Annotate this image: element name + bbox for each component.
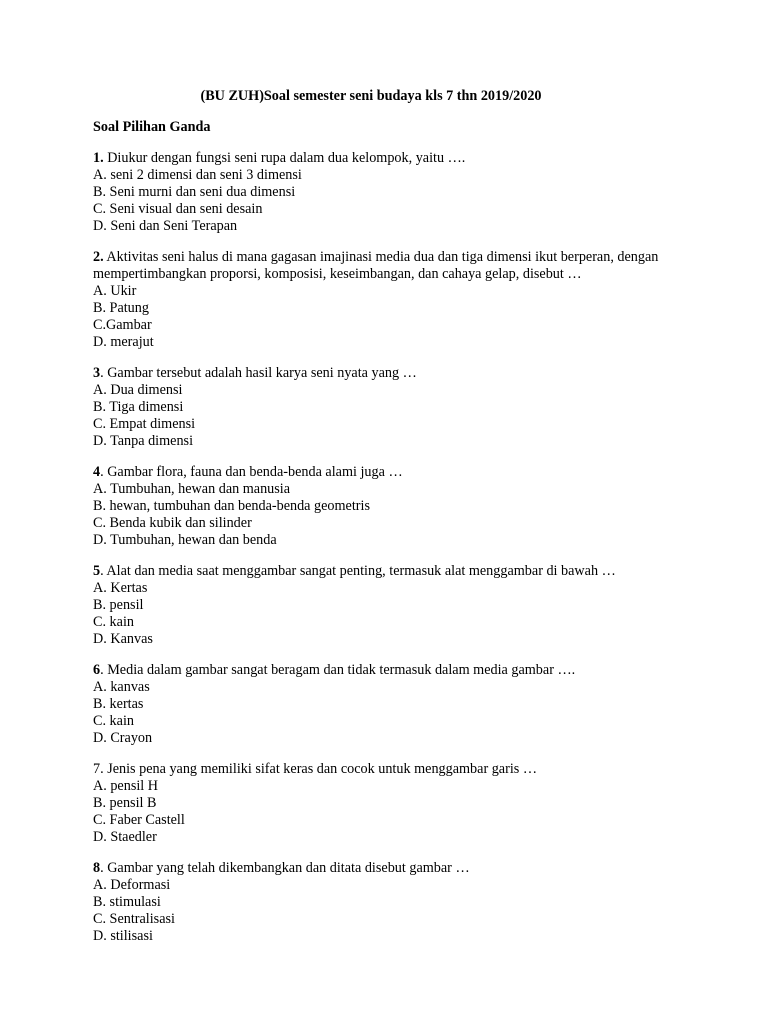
- option-b: B. hewan, tumbuhan dan benda-benda geometris: [93, 498, 370, 514]
- question-stem: . Gambar tersebut adalah hasil karya seni nyata yang …: [100, 365, 417, 381]
- question-6: [93, 662, 693, 747]
- question-stem: . Gambar flora, fauna dan benda-benda alami juga …: [100, 464, 403, 480]
- option-d: D. Kanvas: [93, 631, 153, 647]
- option-c: C. Benda kubik dan silinder: [93, 515, 252, 531]
- question-number: 1.: [93, 150, 104, 166]
- question-number: 3: [93, 365, 101, 381]
- option-list: [93, 167, 693, 235]
- option-a: A. kanvas: [93, 679, 150, 695]
- section-title: Soal Pilihan Ganda: [93, 119, 211, 135]
- option-d: D. Tanpa dimensi: [93, 433, 194, 449]
- option-d: D. Staedler: [93, 829, 157, 845]
- option-list: [93, 382, 693, 450]
- question-stem: Diukur dengan fungsi seni rupa dalam dua kelompok, yaitu ….: [103, 150, 466, 166]
- question-3: [93, 365, 693, 450]
- option-a: A. Ukir: [93, 283, 137, 299]
- question-1: [93, 150, 693, 235]
- option-list: [93, 481, 693, 549]
- option-d: D. Tumbuhan, hewan dan benda: [93, 532, 277, 548]
- option-b: B. Patung: [93, 300, 149, 316]
- question-text: [93, 860, 693, 877]
- option-c: C. Empat dimensi: [93, 416, 196, 432]
- question-text: [93, 662, 693, 679]
- question-7: [93, 761, 693, 846]
- question-text: [93, 464, 693, 481]
- question-text: [93, 563, 693, 580]
- option-d: D. Seni dan Seni Terapan: [93, 218, 238, 234]
- document-page: [93, 88, 693, 945]
- option-c: C. kain: [93, 713, 134, 729]
- option-a: A. Kertas: [93, 580, 148, 596]
- option-b: B. Tiga dimensi: [93, 399, 184, 415]
- option-b: B. stimulasi: [93, 894, 161, 910]
- option-d: D. merajut: [93, 334, 154, 350]
- question-text: [93, 365, 693, 382]
- option-a: A. Deformasi: [93, 877, 171, 893]
- question-stem: . Alat dan media saat menggambar sangat penting, termasuk alat menggambar di bawah …: [100, 563, 616, 579]
- option-b: B. pensil B: [93, 795, 157, 811]
- question-2: [93, 249, 693, 351]
- document-title: (BU ZUH)Soal semester seni budaya kls 7 thn 2019/2020: [200, 88, 542, 104]
- question-number: 2.: [93, 249, 104, 265]
- option-a: A. seni 2 dimensi dan seni 3 dimensi: [93, 167, 302, 183]
- question-text: [93, 249, 693, 283]
- question-stem: Jenis pena yang memiliki sifat keras dan cocok untuk menggambar garis …: [103, 761, 538, 777]
- option-list: [93, 679, 693, 747]
- option-c: C. Seni visual dan seni desain: [93, 201, 263, 217]
- option-list: [93, 580, 693, 648]
- question-text: [93, 150, 693, 167]
- question-number: 4: [93, 464, 101, 480]
- option-d: D. stilisasi: [93, 928, 153, 944]
- option-a: A. Dua dimensi: [93, 382, 183, 398]
- option-list: [93, 283, 693, 351]
- question-stem: . Gambar yang telah dikembangkan dan ditata disebut gambar …: [100, 860, 470, 876]
- question-stem: Aktivitas seni halus di mana gagasan imajinasi media dua dan tiga dimensi ikut berperan, dengan mempertimbangkan proporsi, komposisi, keseimbangan, dan cahaya gelap, disebut …: [93, 249, 659, 282]
- option-c: C.Gambar: [93, 317, 152, 333]
- option-list: [93, 778, 693, 846]
- question-5: [93, 563, 693, 648]
- option-list: [93, 877, 693, 945]
- question-number: 5: [93, 563, 101, 579]
- question-number: 7.: [93, 761, 104, 777]
- option-d: D. Crayon: [93, 730, 153, 746]
- question-number: 6: [93, 662, 101, 678]
- option-a: A. Tumbuhan, hewan dan manusia: [93, 481, 291, 497]
- question-text: [93, 761, 693, 778]
- option-b: B. pensil: [93, 597, 144, 613]
- question-stem: . Media dalam gambar sangat beragam dan tidak termasuk dalam media gambar ….: [100, 662, 576, 678]
- option-a: A. pensil H: [93, 778, 159, 794]
- question-number: 8: [93, 860, 101, 876]
- option-b: B. kertas: [93, 696, 144, 712]
- option-c: C. Faber Castell: [93, 812, 185, 828]
- option-b: B. Seni murni dan seni dua dimensi: [93, 184, 296, 200]
- option-c: C. Sentralisasi: [93, 911, 175, 927]
- option-c: C. kain: [93, 614, 134, 630]
- question-4: [93, 464, 693, 549]
- question-8: [93, 860, 693, 945]
